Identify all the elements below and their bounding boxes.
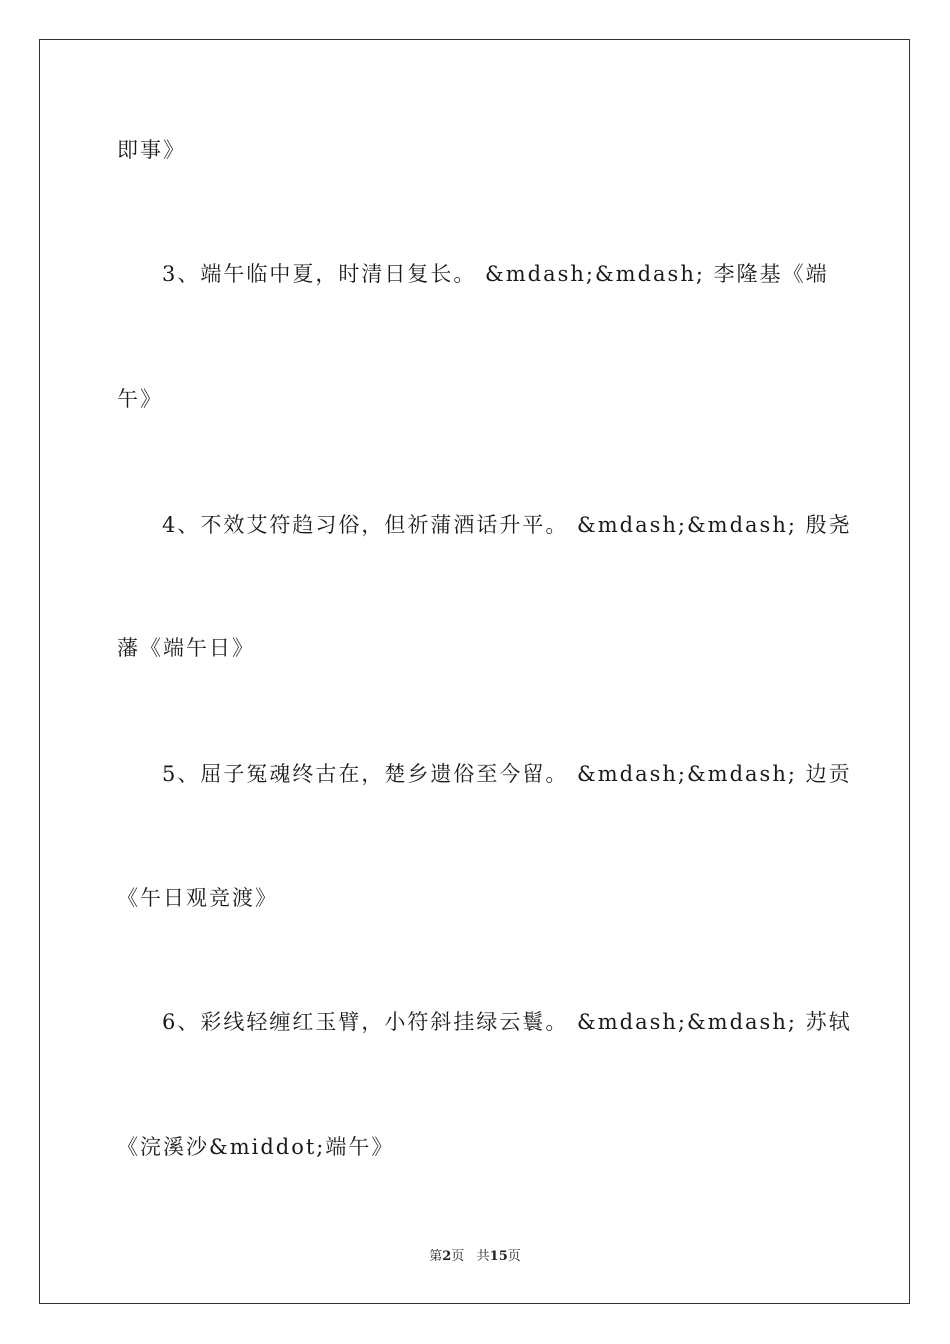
text-line-5: 藩《端午日》 xyxy=(117,636,255,660)
text-line-9: 《浣溪沙&middot;端午》 xyxy=(117,1135,395,1159)
page-current: 2 xyxy=(442,1249,452,1264)
page-prefix: 第 xyxy=(429,1249,443,1264)
text-line-6: 5、屈子冤魂终古在，楚乡遗俗至今留。 &mdash;&mdash; 边贡 xyxy=(162,762,852,786)
page-mid: 页 共 xyxy=(451,1249,490,1264)
text-line-7: 《午日观竞渡》 xyxy=(117,886,278,910)
text-line-4: 4、不效艾符趋习俗，但祈蒲酒话升平。 &mdash;&mdash; 殷尧 xyxy=(162,513,852,537)
text-line-3: 午》 xyxy=(117,387,163,411)
text-line-2: 3、端午临中夏，时清日复长。 &mdash;&mdash; 李隆基《端 xyxy=(162,262,829,286)
text-line-8: 6、彩线轻缠红玉臂，小符斜挂绿云鬟。 &mdash;&mdash; 苏轼 xyxy=(162,1010,852,1034)
page-frame xyxy=(39,39,910,1304)
text-line-1: 即事》 xyxy=(117,138,186,162)
page-suffix: 页 xyxy=(507,1249,521,1264)
page-total: 15 xyxy=(489,1249,508,1264)
page-footer xyxy=(0,1248,950,1266)
